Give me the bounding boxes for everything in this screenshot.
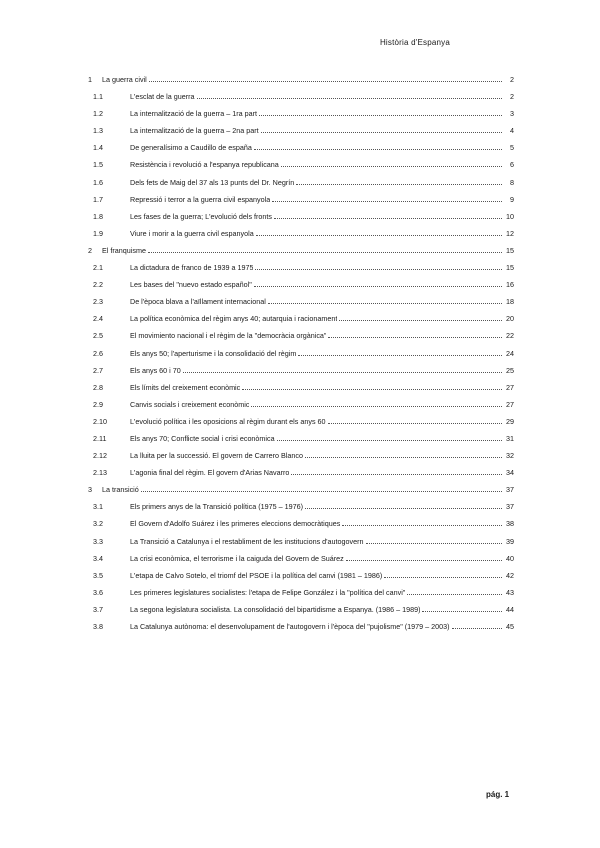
toc-entry-page: 16: [506, 280, 514, 290]
toc-entry-title: Canvis socials i creixement econòmic: [130, 399, 250, 409]
toc-entry-title: Dels fets de Maig del 37 als 13 punts del Dr. Negrín: [130, 177, 295, 187]
toc-dot-leader: [183, 361, 502, 373]
toc-entry-number: 3.4: [93, 553, 103, 563]
toc-entry-page: 43: [506, 587, 514, 597]
toc-dot-leader: [339, 309, 502, 321]
toc-section-row[interactable]: [88, 224, 514, 241]
toc-entry-title: La dictadura de franco de 1939 a 1975: [130, 263, 254, 273]
toc-entry-page: 9: [510, 194, 514, 204]
toc-section-row[interactable]: [88, 87, 514, 104]
toc-dot-leader: [342, 514, 502, 526]
toc-dot-leader: [254, 138, 502, 150]
toc-entry-number: 2.13: [93, 468, 107, 478]
toc-entry-number: 1.5: [93, 160, 103, 170]
toc-section-row[interactable]: [88, 190, 514, 207]
toc-dot-leader: [261, 121, 502, 133]
toc-entry-number: 3.3: [93, 536, 103, 546]
toc-dot-leader: [274, 207, 502, 219]
toc-section-row[interactable]: [88, 429, 514, 446]
toc-entry-page: 4: [510, 126, 514, 136]
toc-entry-number: 2.10: [93, 416, 107, 426]
toc-entry-page: 5: [510, 143, 514, 153]
toc-dot-leader: [149, 70, 502, 82]
toc-entry-page: 40: [506, 553, 514, 563]
toc-entry-title: De l'època blava a l'aïllament internacional: [130, 297, 266, 307]
toc-entry-number: 1.3: [93, 126, 103, 136]
toc-entry-title: L'agonia final del règim. El govern d'Arias Navarro: [130, 468, 290, 478]
toc-entry-number: 3.1: [93, 502, 103, 512]
toc-entry-title: Els anys 60 i 70: [130, 365, 181, 375]
toc-entry-page: 8: [510, 177, 514, 187]
toc-entry-page: 25: [506, 365, 514, 375]
toc-section-row[interactable]: [88, 583, 514, 600]
toc-dot-leader: [296, 173, 502, 185]
toc-chapter-row[interactable]: [88, 70, 514, 87]
toc-entry-title: La guerra civil: [102, 75, 147, 84]
toc-entry-number: 2.1: [93, 263, 103, 273]
toc-dot-leader: [277, 429, 502, 441]
toc-dot-leader: [281, 155, 502, 167]
toc-section-row[interactable]: [88, 275, 514, 292]
toc-dot-leader: [407, 583, 502, 595]
toc-entry-title: Les primeres legislatures socialistes: l'etapa de Felipe González i la "política del canvi": [130, 587, 406, 597]
toc-entry-page: 29: [506, 416, 514, 426]
toc-section-row[interactable]: [88, 463, 514, 480]
toc-section-row[interactable]: [88, 309, 514, 326]
toc-entry-number: 3.7: [93, 604, 103, 614]
toc-section-row[interactable]: [88, 617, 514, 634]
toc-entry-title: Les fases de la guerra; L'evolució dels fronts: [130, 211, 273, 221]
toc-entry-title: L'etapa de Calvo Sotelo, el triomf del PSOE i la política del canvi (1981 – 1986): [130, 570, 383, 580]
toc-entry-page: 38: [506, 519, 514, 529]
toc-entry-number: 1.7: [93, 194, 103, 204]
toc-section-row[interactable]: [88, 412, 514, 429]
toc-entry-title: El movimiento nacional i el règim de la "democràcia orgànica": [130, 331, 327, 341]
toc-entry-number: 3.8: [93, 622, 103, 631]
toc-entry-title: El franquisme: [102, 245, 146, 255]
toc-entry-page: 31: [506, 433, 514, 443]
toc-dot-leader: [242, 378, 502, 390]
toc-entry-number: 2.11: [93, 433, 107, 443]
toc-entry-number: 1.9: [93, 228, 103, 238]
toc-dot-leader: [384, 566, 502, 578]
toc-entry-number: 2.3: [93, 297, 103, 307]
toc-entry-number: 2.4: [93, 314, 103, 324]
toc-entry-page: 27: [506, 399, 514, 409]
toc-entry-title: La transició: [102, 485, 139, 495]
toc-entry-page: 37: [506, 502, 514, 512]
toc-entry-page: 20: [506, 314, 514, 324]
toc-entry-number: 1.6: [93, 177, 103, 187]
toc-section-row[interactable]: [88, 395, 514, 412]
toc-dot-leader: [328, 326, 502, 338]
running-header: Història d'Espanya: [379, 38, 450, 47]
toc-entry-title: L'esclat de la guerra: [130, 92, 195, 102]
toc-entry-page: 10: [506, 211, 514, 221]
toc-entry-title: La internalització de la guerra – 1ra part: [130, 109, 258, 119]
toc-entry-number: 2.6: [93, 348, 103, 358]
toc-dot-leader: [255, 258, 502, 270]
toc-entry-number: 1.4: [93, 143, 103, 153]
toc-entry-number: 2.2: [93, 280, 103, 290]
toc-dot-leader: [305, 446, 502, 458]
toc-entry-number: 2: [88, 245, 92, 255]
toc-entry-number: 2.5: [93, 331, 103, 341]
toc-section-row[interactable]: [88, 514, 514, 531]
toc-entry-number: 3.5: [93, 570, 103, 580]
toc-dot-leader: [272, 190, 502, 202]
toc-entry-page: 39: [506, 536, 514, 546]
toc-entry-page: 18: [506, 297, 514, 307]
toc-entry-page: 3: [510, 109, 514, 119]
toc-entry-page: 32: [506, 451, 514, 461]
toc-entry-title: Els primers anys de la Transició política (1975 – 1976): [130, 502, 303, 512]
toc-section-row[interactable]: [88, 566, 514, 583]
toc-entry-title: La lluita per la successió. El govern de Carrero Blanco: [130, 451, 303, 461]
toc-entry-page: 42: [506, 570, 514, 580]
toc-entry-page: 2: [510, 75, 514, 84]
toc-entry-page: 27: [506, 382, 514, 392]
toc-dot-leader: [254, 275, 502, 287]
toc-section-row[interactable]: [88, 361, 514, 378]
toc-section-row[interactable]: [88, 344, 514, 361]
toc-dot-leader: [346, 549, 502, 561]
toc-entry-number: 1: [88, 75, 92, 84]
toc-entry-page: 44: [506, 604, 514, 614]
toc-entry-title: Els límits del creixement econòmic: [130, 382, 241, 392]
toc-entry-title: La Transició a Catalunya i el restabliment de les institucions d'autogovern: [130, 536, 364, 546]
toc-section-row[interactable]: [88, 532, 514, 549]
toc-section-row[interactable]: [88, 600, 514, 617]
toc-entry-page: 24: [506, 348, 514, 358]
toc-entry-page: 37: [506, 485, 514, 495]
toc-entry-page: 2: [510, 92, 514, 102]
toc-dot-leader: [197, 87, 502, 99]
toc-entry-page: 22: [506, 331, 514, 341]
toc-entry-page: 45: [506, 622, 514, 631]
toc-entry-title: L'evolució política i les oposicions al règim durant els anys 60: [130, 416, 326, 426]
toc-entry-title: Els anys 70; Conflicte social i crisi econòmica: [130, 433, 275, 443]
toc-entry-page: 15: [506, 245, 514, 255]
toc-dot-leader: [298, 344, 502, 356]
toc-dot-leader: [141, 480, 502, 492]
toc-entry-number: 1.2: [93, 109, 103, 119]
toc-entry-page: 6: [510, 160, 514, 170]
toc-section-row[interactable]: [88, 138, 514, 155]
toc-entry-number: 3.6: [93, 587, 103, 597]
toc-entry-title: El Govern d'Adolfo Suárez i les primeres eleccions democràtiques: [130, 519, 341, 529]
toc-entry-number: 2.8: [93, 382, 103, 392]
toc-dot-leader: [251, 395, 502, 407]
toc-entry-title: La internalització de la guerra – 2na part: [130, 126, 259, 136]
toc-section-row[interactable]: [88, 121, 514, 138]
toc-section-row[interactable]: [88, 446, 514, 463]
toc-dot-leader: [366, 532, 503, 544]
toc-entry-title: La Catalunya autònoma: el desenvolupament de l'autogovern i l'època del "pujolisme" (1979 – 2003): [130, 622, 450, 631]
toc-entry-title: La segona legislatura socialista. La consolidació del bipartidisme a Espanya. (1986 – 1989): [130, 604, 421, 614]
toc-entry-number: 1.8: [93, 211, 103, 221]
toc-dot-leader: [268, 292, 502, 304]
toc-entry-title: Repressió i terror a la guerra civil espanyola: [130, 194, 271, 204]
toc-section-row[interactable]: [88, 497, 514, 514]
toc-section-row[interactable]: [88, 378, 514, 395]
toc-entry-title: La política econòmica del règim anys 40; autarquia i racionament: [130, 314, 338, 324]
toc-section-row[interactable]: [88, 173, 514, 190]
page-number: pág. 1: [486, 790, 510, 799]
toc-section-row[interactable]: [88, 207, 514, 224]
toc-entry-title: Resistència i revolució a l'espanya republicana: [130, 160, 279, 170]
toc-entry-title: Les bases del "nuevo estado español": [130, 280, 252, 290]
toc-section-row[interactable]: [88, 104, 514, 121]
toc-entry-page: 15: [506, 263, 514, 273]
toc-dot-leader: [328, 412, 502, 424]
toc-entry-page: 12: [506, 228, 514, 238]
toc-entry-title: Viure i morir a la guerra civil espanyola: [130, 228, 254, 238]
toc-entry-title: De generalísimo a Caudillo de españa: [130, 143, 252, 153]
toc-entry-title: La crisi econòmica, el terrorisme i la caiguda del Govern de Suárez: [130, 553, 344, 563]
toc-chapter-row[interactable]: [88, 241, 514, 258]
toc-chapter-row[interactable]: [88, 480, 514, 497]
toc-section-row[interactable]: [88, 326, 514, 343]
toc-section-row[interactable]: [88, 549, 514, 566]
toc-entry-number: 2.12: [93, 451, 107, 461]
toc-entry-number: 1.1: [93, 92, 103, 102]
toc-dot-leader: [422, 600, 502, 612]
table-of-contents: [88, 70, 514, 634]
toc-section-row[interactable]: [88, 292, 514, 309]
toc-dot-leader: [148, 241, 502, 253]
toc-dot-leader: [259, 104, 502, 116]
toc-section-row[interactable]: [88, 155, 514, 172]
toc-entry-number: 2.9: [93, 399, 103, 409]
toc-entry-number: 2.7: [93, 365, 103, 375]
toc-dot-leader: [291, 463, 502, 475]
toc-entry-page: 34: [506, 468, 514, 478]
toc-entry-number: 3.2: [93, 519, 103, 529]
toc-dot-leader: [256, 224, 502, 236]
toc-dot-leader: [305, 497, 502, 509]
toc-section-row[interactable]: [88, 258, 514, 275]
toc-entry-title: Els anys 50; l'aperturisme i la consolidació del règim: [130, 348, 297, 358]
toc-dot-leader: [452, 617, 502, 629]
toc-entry-number: 3: [88, 485, 92, 495]
